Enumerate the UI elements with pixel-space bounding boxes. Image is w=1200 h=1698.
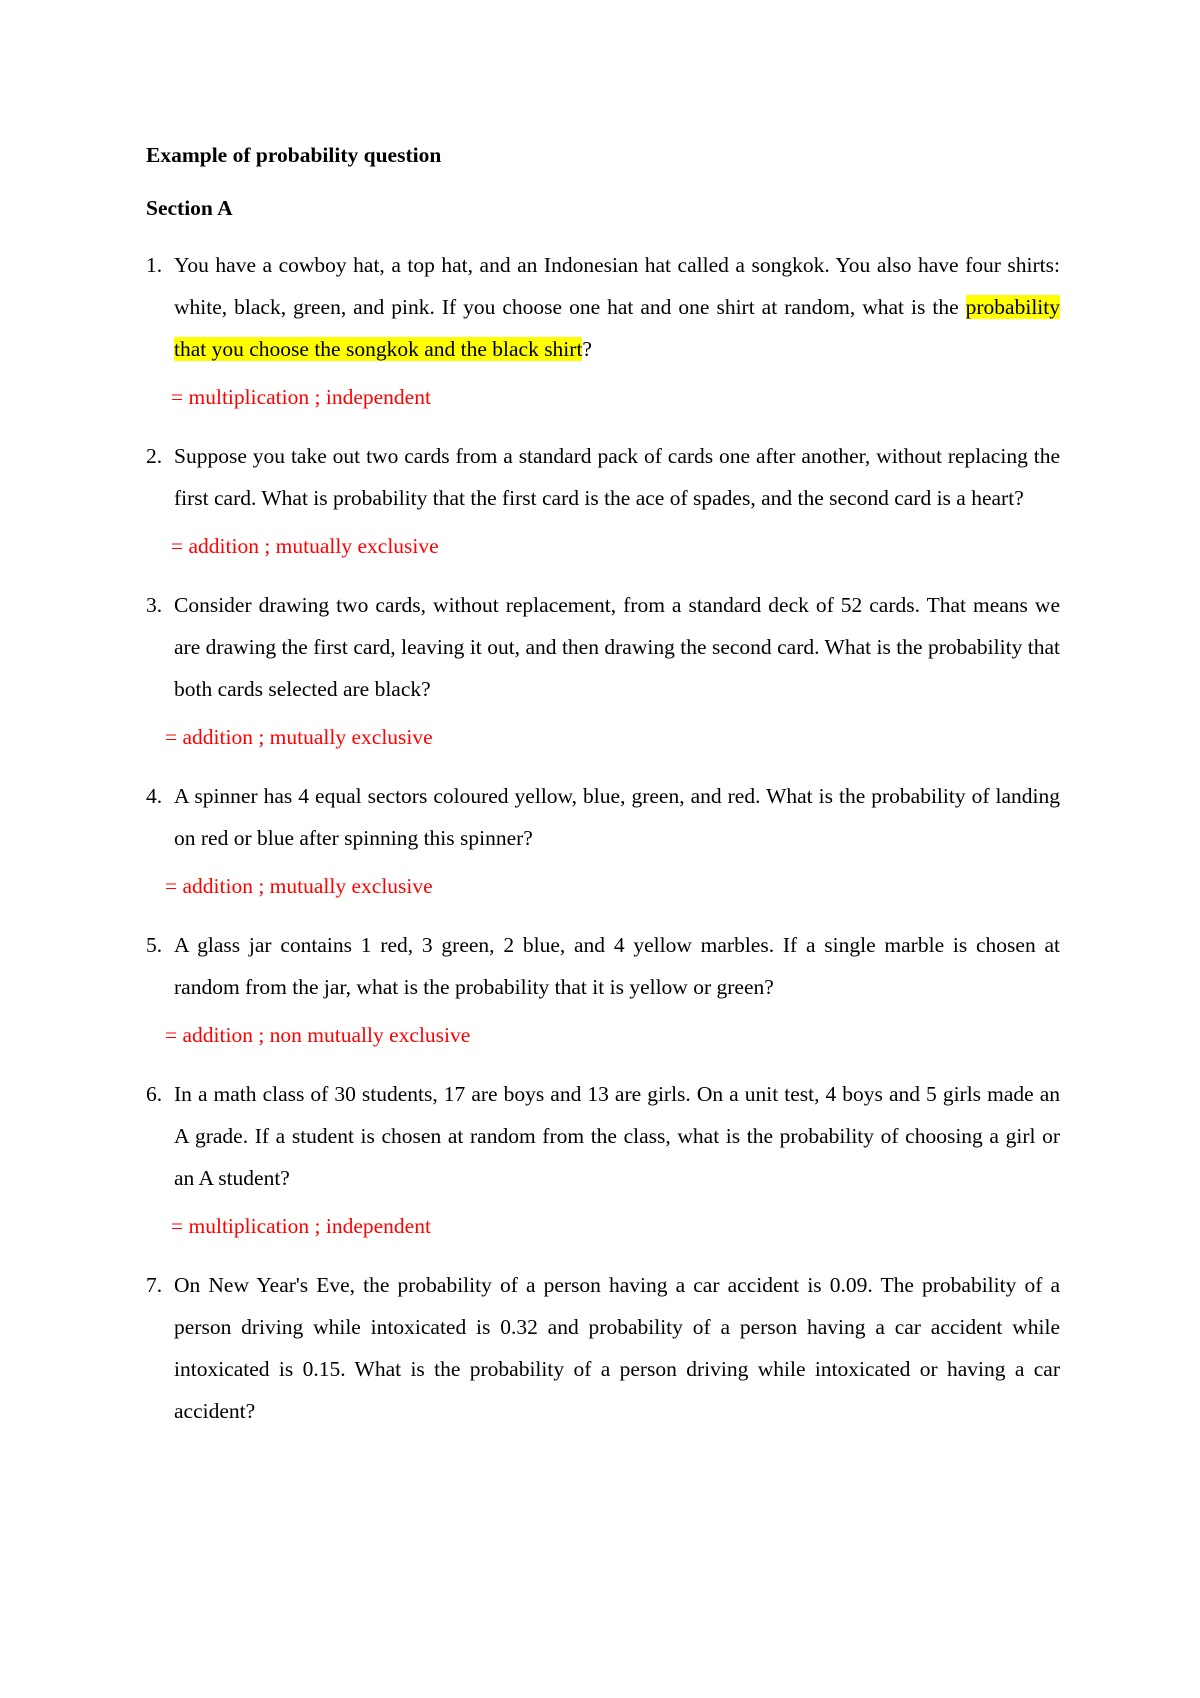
answer-6: = multiplication ; independent <box>171 1214 431 1238</box>
question-number: 1. <box>146 253 163 277</box>
question-text <box>174 244 1060 370</box>
question-text: A spinner has 4 equal sectors coloured yellow, blue, green, and red. What is the probability of landing on red or blue after spinning this spinner? <box>174 784 1060 850</box>
question-text: Suppose you take out two cards from a standard pack of cards one after another, without replacing the first card. What is probability that the first card is the ace of spades, and the second card is a heart? <box>174 444 1060 510</box>
question-7 <box>146 1264 1060 1432</box>
answer-4: = addition ; mutually exclusive <box>165 874 433 898</box>
section-heading: Section A <box>146 196 233 220</box>
question-number: 4. <box>146 784 163 808</box>
question-text: In a math class of 30 students, 17 are boys and 13 are girls. On a unit test, 4 boys and 5 girls made an A grade. If a student is chosen at random from the class, what is the probability of choosing a girl or an A student? <box>174 1082 1060 1190</box>
question-text-after: ? <box>582 337 592 361</box>
answer-3: = addition ; mutually exclusive <box>165 725 433 749</box>
document-page <box>146 140 1060 1444</box>
question-text: Consider drawing two cards, without replacement, from a standard deck of 52 cards. That means we are drawing the first card, leaving it out, and then drawing the second card. What is the probability that both cards selected are black? <box>174 593 1060 701</box>
question-2 <box>146 435 1060 519</box>
question-text: On New Year's Eve, the probability of a person having a car accident is 0.09. The probability of a person driving while intoxicated is 0.32 and probability of a person having a car accident while intoxicated is 0.15. What is the probability of a person driving while intoxicated or having a car accident? <box>174 1273 1060 1423</box>
highlighted-text: probability that you choose the songkok and the black shirt <box>174 295 1060 361</box>
question-text-before: You have a cowboy hat, a top hat, and an Indonesian hat called a songkok. You also have four shirts: white, black, green, and pink. If you choose one hat and one shirt at random, what is the <box>174 253 1060 319</box>
question-number: 2. <box>146 444 163 468</box>
question-text: A glass jar contains 1 red, 3 green, 2 blue, and 4 yellow marbles. If a single marble is chosen at random from the jar, what is the probability that it is yellow or green? <box>174 933 1060 999</box>
question-3 <box>146 584 1060 710</box>
answer-2: = addition ; mutually exclusive <box>171 534 439 558</box>
question-number: 3. <box>146 593 163 617</box>
document-title: Example of probability question <box>146 143 442 167</box>
answer-5: = addition ; non mutually exclusive <box>165 1023 471 1047</box>
question-number: 7. <box>146 1273 163 1297</box>
question-number: 5. <box>146 933 163 957</box>
question-4 <box>146 775 1060 859</box>
question-1 <box>146 244 1060 370</box>
question-5 <box>146 924 1060 1008</box>
question-6 <box>146 1073 1060 1199</box>
question-number: 6. <box>146 1082 163 1106</box>
answer-1: = multiplication ; independent <box>171 385 431 409</box>
